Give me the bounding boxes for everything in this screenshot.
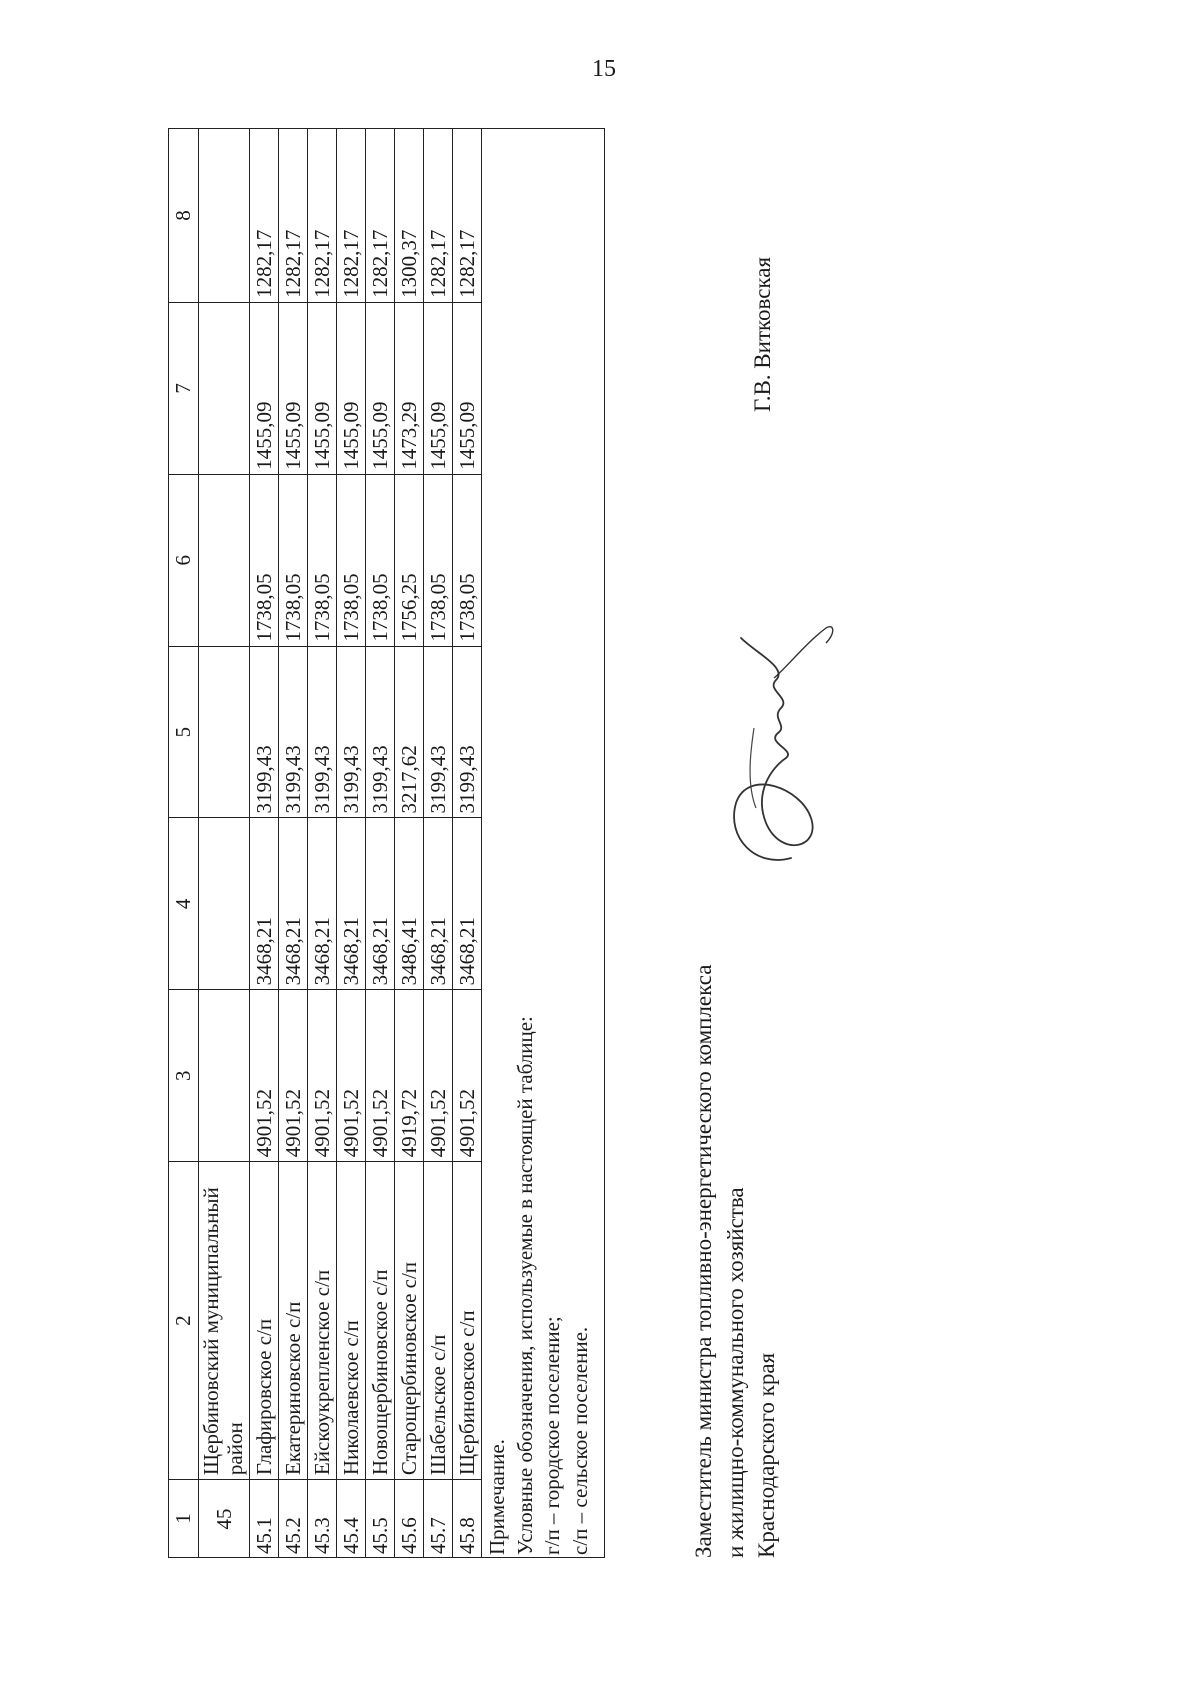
row-index: 45.2 xyxy=(279,1480,308,1558)
value-col3: 4901,52 xyxy=(308,990,337,1162)
table-row xyxy=(453,129,482,1558)
value-col5: 3199,43 xyxy=(308,646,337,818)
column-header: 7 xyxy=(169,302,199,474)
signatory-line-2: и жилищно-коммунального хозяйства xyxy=(722,1187,748,1558)
row-index: 45.4 xyxy=(337,1480,366,1558)
signatory-title xyxy=(688,965,783,1558)
column-header: 1 xyxy=(169,1480,199,1558)
tariff-table xyxy=(168,128,605,1558)
settlement-name: Николаевское с/п xyxy=(337,1162,366,1480)
column-header: 2 xyxy=(169,1162,199,1480)
value-col4: 3468,21 xyxy=(453,818,482,990)
value-col3: 4901,52 xyxy=(250,990,279,1162)
settlement-name: Старощербиновское с/п xyxy=(395,1162,424,1480)
page-number: 15 xyxy=(592,56,616,82)
value-col6: 1738,05 xyxy=(453,474,482,646)
signatory-name: Г.В. Витковская xyxy=(750,256,775,412)
value-col7: 1455,09 xyxy=(279,302,308,474)
settlement-name: Новощербиновское с/п xyxy=(366,1162,395,1480)
row-index: 45.3 xyxy=(308,1480,337,1558)
value-col3: 4901,52 xyxy=(279,990,308,1162)
value-col5: 3199,43 xyxy=(453,646,482,818)
settlement-name: Екатериновское с/п xyxy=(279,1162,308,1480)
column-header: 3 xyxy=(169,990,199,1162)
value-col6: 1738,05 xyxy=(337,474,366,646)
table-row xyxy=(424,129,453,1558)
settlement-name: Глафировское с/п xyxy=(250,1162,279,1480)
value-col8: 1282,17 xyxy=(337,129,366,303)
value-col6: 1738,05 xyxy=(424,474,453,646)
value-col8: 1282,17 xyxy=(279,129,308,303)
settlement-name: Шабельское с/п xyxy=(424,1162,453,1480)
signatory-line-1: Заместитель министра топливно-энергетического комплекса xyxy=(691,964,716,1558)
value-col4: 3468,21 xyxy=(424,818,453,990)
value-col4: 3486,41 xyxy=(395,818,424,990)
table-row xyxy=(366,129,395,1558)
value-col7: 1455,09 xyxy=(308,302,337,474)
value-col5: 3199,43 xyxy=(424,646,453,818)
note-gp: г/п – городское поселение; xyxy=(540,1316,565,1555)
table-header-row xyxy=(169,129,199,1558)
value-col3: 4919,72 xyxy=(395,990,424,1162)
value-col8: 1300,37 xyxy=(395,129,424,303)
settlement-name: Щербиновское с/п xyxy=(453,1162,482,1480)
row-index: 45.5 xyxy=(366,1480,395,1558)
value-col4: 3468,21 xyxy=(250,818,279,990)
value-col8: 1282,17 xyxy=(308,129,337,303)
column-header: 6 xyxy=(169,474,199,646)
value-col6: 1738,05 xyxy=(279,474,308,646)
note-row xyxy=(482,129,605,1558)
table-row xyxy=(279,129,308,1558)
value-col6: 1738,05 xyxy=(366,474,395,646)
value-col4: 3468,21 xyxy=(279,818,308,990)
rotated-content xyxy=(168,128,780,1558)
row-index: 45.7 xyxy=(424,1480,453,1558)
value-col3: 4901,52 xyxy=(337,990,366,1162)
value-col8: 1282,17 xyxy=(366,129,395,303)
value-col8: 1282,17 xyxy=(453,129,482,303)
value-col5: 3199,43 xyxy=(250,646,279,818)
table-note xyxy=(482,129,605,1558)
column-header: 4 xyxy=(169,818,199,990)
region-index: 45 xyxy=(199,1480,250,1558)
value-col6: 1738,05 xyxy=(308,474,337,646)
table-row xyxy=(308,129,337,1558)
value-col7: 1455,09 xyxy=(337,302,366,474)
settlement-name: Ейскоукрепленское с/п xyxy=(308,1162,337,1480)
handwritten-signature xyxy=(696,618,846,878)
value-col7: 1455,09 xyxy=(366,302,395,474)
note-sp: с/п – сельское поселение. xyxy=(568,1326,593,1555)
table-row xyxy=(395,129,424,1558)
value-col3: 4901,52 xyxy=(424,990,453,1162)
column-header: 8 xyxy=(169,129,199,303)
table-row xyxy=(250,129,279,1558)
row-index: 45.8 xyxy=(453,1480,482,1558)
note-title: Примечание. xyxy=(485,1439,509,1555)
value-col5: 3217,62 xyxy=(395,646,424,818)
value-col8: 1282,17 xyxy=(424,129,453,303)
value-col4: 3468,21 xyxy=(337,818,366,990)
value-col7: 1455,09 xyxy=(424,302,453,474)
value-col7: 1455,09 xyxy=(250,302,279,474)
signatory-line-3: Краснодарского края xyxy=(754,1352,780,1558)
value-col5: 3199,43 xyxy=(366,646,395,818)
value-col3: 4901,52 xyxy=(366,990,395,1162)
table-row xyxy=(337,129,366,1558)
row-index: 45.6 xyxy=(395,1480,424,1558)
value-col3: 4901,52 xyxy=(453,990,482,1162)
note-intro: Условные обозначения, используемые в настоящей таблице: xyxy=(512,1016,537,1555)
region-name: Щербиновский муниципальный район xyxy=(199,1162,250,1480)
column-header: 5 xyxy=(169,646,199,818)
value-col5: 3199,43 xyxy=(337,646,366,818)
value-col7: 1455,09 xyxy=(453,302,482,474)
value-col4: 3468,21 xyxy=(366,818,395,990)
value-col4: 3468,21 xyxy=(308,818,337,990)
value-col8: 1282,17 xyxy=(250,129,279,303)
value-col6: 1738,05 xyxy=(250,474,279,646)
value-col6: 1756,25 xyxy=(395,474,424,646)
value-col7: 1473,29 xyxy=(395,302,424,474)
row-index: 45.1 xyxy=(250,1480,279,1558)
value-col5: 3199,43 xyxy=(279,646,308,818)
region-row xyxy=(199,129,250,1558)
